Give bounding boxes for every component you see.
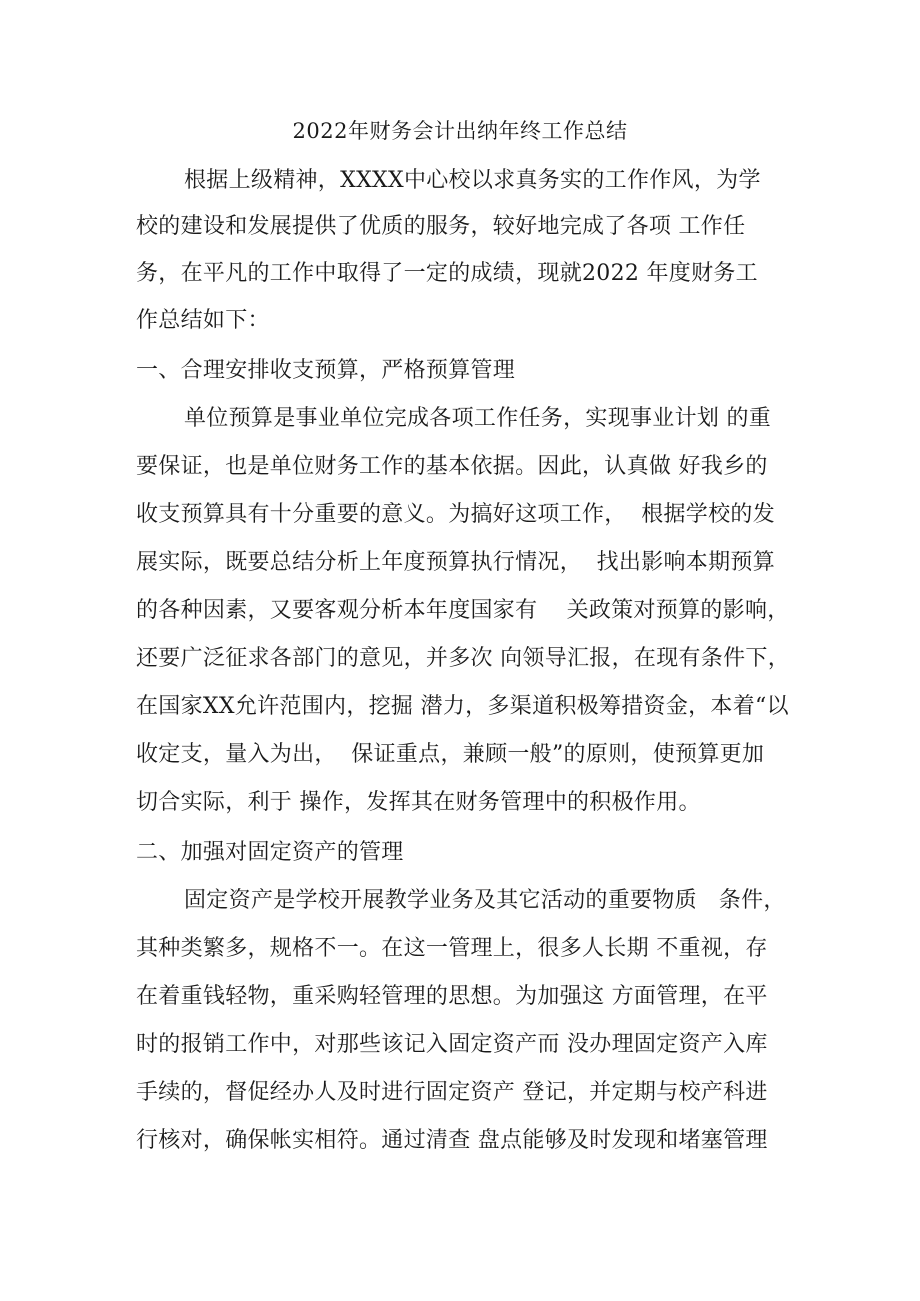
paragraph-line: 在着重钱轻物，重采购轻管理的思想。为加强这 方面管理，在平: [136, 984, 768, 1009]
paragraph-line: 根据上级精神，XXXX中心校以求真务实的工作作风，为学: [184, 168, 761, 193]
paragraph-line: 展实际，既要总结分析上年度预算执行情况， 找出影响本期预算: [136, 550, 775, 575]
paragraph-line: 收支预算具有十分重要的意义。为搞好这项工作， 根据学校的发: [136, 502, 775, 527]
section-heading: 二、加强对固定资产的管理: [136, 840, 404, 865]
paragraph-line: 作总结如下：: [136, 308, 270, 333]
paragraph-line: 还要广泛征求各部门的意见，并多次 向领导汇报，在现有条件下，: [136, 646, 790, 671]
paragraph-line: 其种类繁多，规格不一。在这一管理上，很多人长期 不重视，存: [136, 936, 768, 961]
paragraph-line: 固定资产是学校开展教学业务及其它活动的重要物质 条件，: [184, 888, 786, 913]
paragraph-line: 收定支，量入为出， 保证重点，兼顾一般”的原则，使预算更加: [136, 742, 765, 767]
paragraph-line: 单位预算是事业单位完成各项工作任务，实现事业计划 的重: [184, 406, 772, 431]
paragraph-line: 行核对，确保帐实相符。通过清查 盘点能够及时发现和堵塞管理: [136, 1128, 768, 1153]
document-title: 2022年财务会计出纳年终工作总结: [292, 119, 628, 143]
paragraph-line: 在国家XX允许范围内，挖掘 潜力，多渠道积极筹措资金，本着“以: [136, 694, 789, 719]
paragraph-line: 务，在平凡的工作中取得了一定的成绩，现就2022 年度财务工: [136, 261, 758, 286]
paragraph-line: 的各种因素，又要客观分析本年度国家有 关政策对预算的影响，: [136, 598, 790, 623]
paragraph-line: 手续的，督促经办人及时进行固定资产 登记，并定期与校产科进: [136, 1080, 768, 1105]
paragraph-line: 校的建设和发展提供了优质的服务，较好地完成了各项 工作任: [136, 214, 746, 239]
paragraph-line: 切合实际，利于 操作，发挥其在财务管理中的积极作用。: [136, 790, 701, 815]
paragraph-line: 要保证，也是单位财务工作的基本依据。因此，认真做 好我乡的: [136, 454, 768, 479]
section-heading: 一、合理安排收支预算，严格预算管理: [136, 358, 516, 383]
paragraph-line: 时的报销工作中，对那些该记入固定资产而 没办理固定资产入库: [136, 1032, 768, 1057]
